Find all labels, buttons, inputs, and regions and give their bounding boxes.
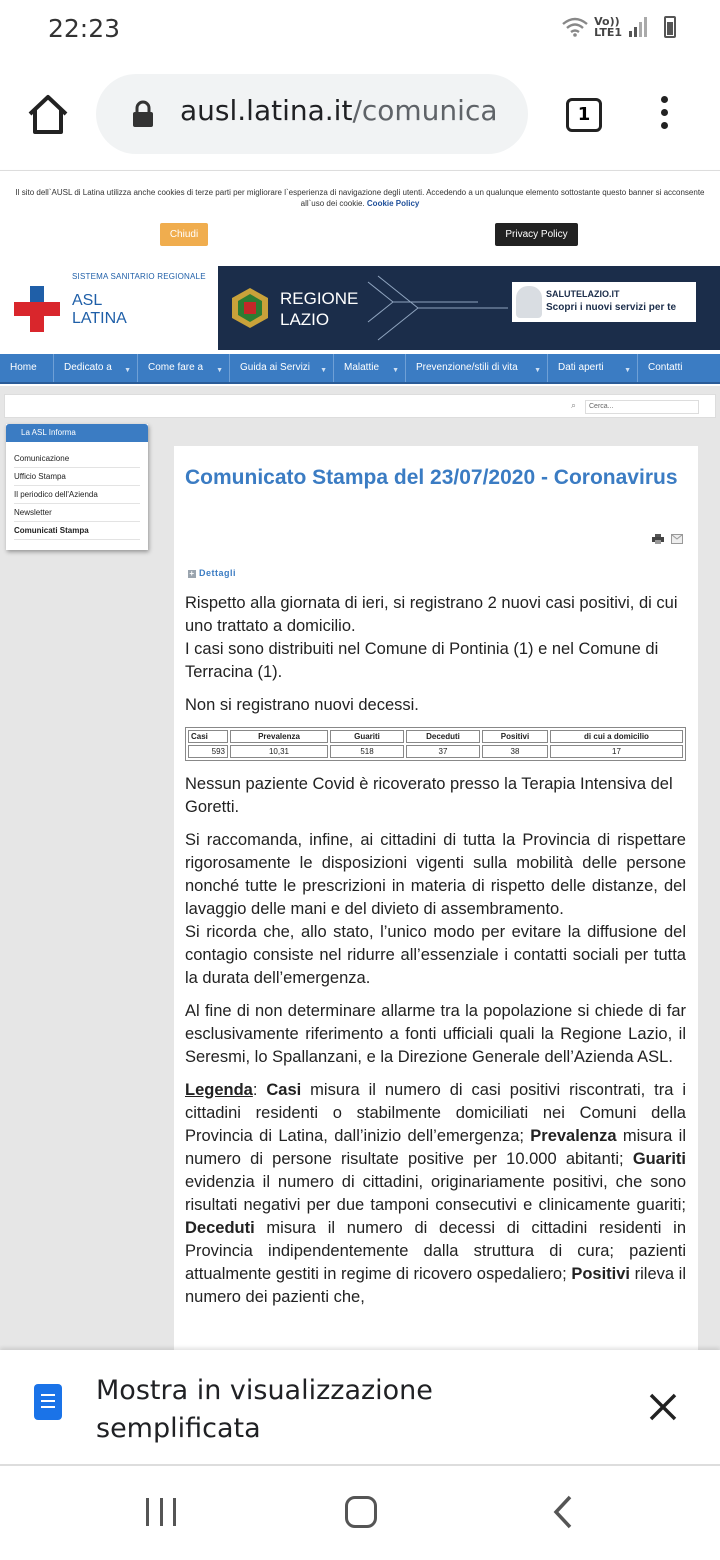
table-header-cell: Guariti [330, 730, 404, 743]
sidebar-item-ufficio-stampa[interactable]: Ufficio Stampa [14, 468, 140, 486]
volte-label: Vo)) [594, 15, 620, 28]
search-input[interactable]: Cerca... [585, 400, 699, 414]
site-header [0, 258, 720, 354]
doctor-image [516, 286, 542, 318]
url-path: /comunica [352, 94, 498, 127]
lte-label: LTE1 [594, 26, 622, 39]
privacy-policy-button[interactable]: Privacy Policy [495, 223, 578, 246]
table-cell: 593 [188, 745, 228, 758]
search-icon[interactable]: ⌕ [571, 400, 577, 410]
simplified-view-icon [34, 1384, 62, 1420]
wifi-icon [562, 17, 588, 37]
status-icons [562, 16, 676, 38]
simplified-view-prompt[interactable] [0, 1350, 720, 1464]
dropdown-caret-icon: ▼ [392, 367, 399, 374]
nav-item-dedicato[interactable]: Dedicato a ▼ [54, 354, 138, 382]
salute-title: SALUTELAZIO.IT [546, 289, 620, 299]
status-bar [0, 0, 720, 60]
paragraph-text: Si raccomanda, infine, ai cittadini di tutta la Provincia di rispettare rigorosamente le disposizioni vigenti sulla mobilità delle persone nonché tutte le prescrizioni in materia di rispetto delle distanze, del lavaggio delle mani e del divieto di assembramento. [185, 831, 686, 918]
paragraph [185, 829, 686, 990]
close-cookie-button[interactable]: Chiudi [160, 223, 208, 246]
legend-paragraph: Legenda: Casi misura il numero di casi positivi riscontrati, tra i cittadini residenti o stabilmente domiciliati nei Comuni della Provincia di Latina, dall’inizio dell’emergenza; Prevalenza misura il numero di persone risultate positive per 10.000 abitanti; Guariti evidenzia il numero di cittadini, originariamente positivi, che sono risultati negativi per due tamponi consecutivi e clinicamente guariti; Deceduti misura il numero di decessi di cittadini residenti in Provincia indipendentemente dalla struttura di cura; pazienti attualmente gestiti in regime di ricovero ospedaliero; Positivi rileva il numero dei pazienti che, [185, 1081, 687, 1306]
close-icon[interactable] [646, 1390, 680, 1424]
nav-item-dati-aperti[interactable]: Dati aperti ▼ [548, 354, 638, 382]
cookie-banner [0, 170, 720, 258]
regione-banner[interactable] [218, 266, 720, 350]
nav-item-come-fare[interactable]: Come fare a ▼ [138, 354, 230, 382]
nav-item-contatti[interactable]: Contatti [648, 362, 683, 373]
paragraph-text: I casi sono distribuiti nel Comune di Pontinia (1) e nel Comune di Terracina (1). [185, 640, 659, 681]
sidebar [6, 424, 148, 550]
regione-line2: LAZIO [280, 310, 330, 329]
legend-term: Deceduti [185, 1219, 255, 1237]
nav-item-home[interactable]: Home [0, 354, 54, 382]
table-row [188, 745, 683, 758]
print-icon[interactable] [652, 534, 664, 544]
cookie-message [6, 187, 714, 209]
nav-item-prevenzione[interactable]: Prevenzione/stili di vita ▼ [406, 354, 548, 382]
main-navigation [0, 354, 720, 384]
dropdown-caret-icon: ▼ [624, 367, 631, 374]
paragraph: Nessun paziente Covid è ricoverato presso la Terapia Intensiva del Goretti. [185, 775, 673, 816]
sidebar-title: La ASL Informa [6, 424, 148, 442]
regione-line1: REGIONE [280, 289, 359, 308]
table-cell: 518 [330, 745, 404, 758]
salutelazio-banner[interactable] [512, 282, 696, 322]
recents-icon[interactable] [146, 1498, 176, 1526]
sidebar-item-periodico[interactable]: Il periodico dell'Azienda [14, 486, 140, 504]
paragraph-text: Si ricorda che, allo stato, l’unico modo per evitare la diffusione del contagio consiste nel ridurre all’essenziale i contatti sociali per tutta la durata dell’emergenza. [185, 923, 686, 987]
more-menu-icon[interactable] [652, 96, 676, 136]
regione-emblem-icon [228, 286, 272, 330]
article-container [174, 446, 698, 1350]
table-header-cell: di cui a domicilio [550, 730, 683, 743]
dettagli-label: Dettagli [199, 568, 237, 578]
stats-table [185, 727, 686, 761]
legend-label: Legenda [185, 1081, 253, 1099]
paragraph: Non si registrano nuovi decessi. [185, 696, 419, 714]
legend-term: Guariti [632, 1150, 686, 1168]
system-navigation-bar [0, 1466, 720, 1560]
sistema-label: SISTEMA SANITARIO REGIONALE [72, 272, 206, 281]
article-title: Comunicato Stampa del 23/07/2020 - Coronavirus [185, 466, 678, 489]
table-header-row [188, 730, 683, 743]
tab-switcher-button[interactable]: 1 [566, 98, 602, 132]
cookie-policy-link[interactable]: Cookie Policy [366, 199, 420, 208]
regione-lazio-text [280, 288, 358, 330]
legend-term: Positivi [571, 1265, 630, 1283]
simplified-view-label[interactable]: Mostra in visualizzazione semplificata [96, 1375, 433, 1444]
table-cell: 17 [550, 745, 683, 758]
url-text [180, 94, 498, 127]
asl-name-line1: ASL [72, 292, 103, 309]
back-icon[interactable] [552, 1494, 574, 1530]
asl-name-line2: LATINA [72, 310, 127, 327]
search-bar [4, 394, 716, 418]
email-icon[interactable] [671, 534, 683, 544]
signal-icon [628, 17, 648, 37]
table-cell: 38 [482, 745, 548, 758]
dropdown-caret-icon: ▼ [216, 367, 223, 374]
browser-toolbar [0, 60, 720, 170]
url-domain: ausl.latina.it [180, 94, 353, 127]
paragraph: Al fine di non determinare allarme tra la popolazione si chiede di far esclusivamente riferimento a fonti ufficiali quali la Regione Lazio, il Seresmi, lo Spallanzani, e la Direzione Generale dell’Azienda ASL. [185, 1002, 686, 1066]
url-bar[interactable] [96, 74, 528, 154]
table-cell: 10,31 [230, 745, 328, 758]
dropdown-caret-icon: ▼ [534, 367, 541, 374]
lock-icon [132, 100, 154, 128]
table-cell: 37 [406, 745, 480, 758]
legend-term: Prevalenza [530, 1127, 617, 1145]
home-nav-icon[interactable] [345, 1496, 377, 1528]
status-time: 22:23 [48, 14, 121, 43]
article-body [185, 592, 686, 1319]
table-header-cell: Prevalenza [230, 730, 328, 743]
table-header-cell: Positivi [482, 730, 548, 743]
sidebar-item-comunicazione[interactable]: Comunicazione [14, 450, 140, 468]
nav-item-guida[interactable]: Guida ai Servizi ▼ [230, 354, 334, 382]
table-header-cell: Casi [188, 730, 228, 743]
dropdown-caret-icon: ▼ [124, 367, 131, 374]
table-header-cell: Deceduti [406, 730, 480, 743]
expand-icon: + [189, 569, 195, 578]
dettagli-toggle[interactable] [188, 568, 236, 578]
home-icon[interactable] [26, 92, 70, 136]
dropdown-caret-icon: ▼ [320, 367, 327, 374]
nav-item-malattie[interactable]: Malattie ▼ [334, 354, 406, 382]
paragraph [185, 592, 686, 684]
battery-icon [664, 16, 676, 38]
site-body [0, 386, 720, 1350]
network-label [594, 16, 622, 38]
legend-term: Casi [266, 1081, 302, 1099]
cookie-text: Il sito dell`AUSL di Latina utilizza anche cookies di terze parti per migliorare l`esperienza di navigazione degli utenti. Accedendo a un qualunque elemento sottostante questo banner si acconsente all`uso dei cookie. [15, 188, 705, 208]
sidebar-item-newsletter[interactable]: Newsletter [14, 504, 140, 522]
asl-name[interactable] [72, 292, 127, 328]
asl-cross-logo[interactable] [14, 286, 60, 332]
salute-subtitle: Scopri i nuovi servizi per te [546, 302, 677, 313]
sidebar-item-comunicati-stampa[interactable]: Comunicati Stampa [14, 522, 140, 540]
paragraph-text: Rispetto alla giornata di ieri, si registrano 2 nuovi casi positivi, di cui uno trattato a domicilio. [185, 594, 678, 635]
